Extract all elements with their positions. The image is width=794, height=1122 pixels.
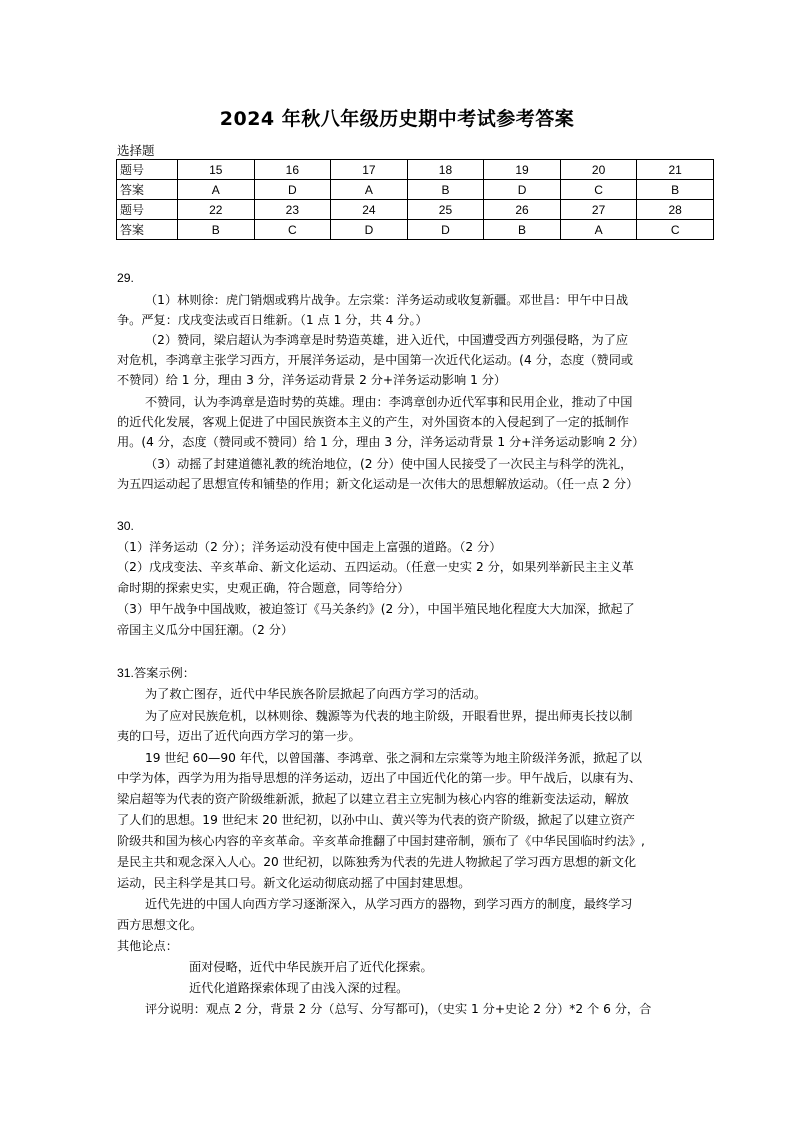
table-cell: D	[407, 220, 484, 240]
q29-line: （1）林则徐：虎门销烟或鸦片战争。左宗棠：洋务运动或收复新疆。邓世昌：甲午中日战	[145, 293, 629, 307]
table-cell: 22	[178, 200, 255, 220]
table-row	[117, 160, 714, 180]
q30-line: 帝国主义瓜分中国狂潮。（2 分）	[117, 623, 294, 637]
q31-line: 近代先进的中国人向西方学习逐渐深入，从学习西方的器物，到学习西方的制度，最终学习	[145, 897, 633, 911]
table-row	[117, 180, 714, 200]
q29-line: 的近代化发展，客观上促进了中国民族资本主义的产生，对外国资本的入侵起到了一定的抵制作	[117, 415, 629, 429]
table-cell: 26	[484, 200, 561, 220]
q29-line: 用。(4 分，态度（赞同或不赞同）给 1 分，理由 3 分，洋务运动背景 1 分+洋务运动影响 2 分）	[117, 435, 645, 449]
q31-line: 近代化道路探索体现了由浅入深的过程。	[189, 981, 409, 995]
table-cell: 25	[407, 200, 484, 220]
table-cell: 题号	[117, 200, 178, 220]
table-cell: 18	[407, 160, 484, 180]
table-cell: 17	[331, 160, 408, 180]
table-cell: C	[254, 220, 331, 240]
q31-line: 夷的口号，迈出了近代向西方学习的第一步。	[117, 729, 361, 743]
q31-number: 31.答案示例：	[117, 666, 195, 680]
table-cell: 21	[637, 160, 714, 180]
table-row	[117, 220, 714, 240]
q31-line: 为了救亡图存，近代中华民族各阶层掀起了向西方学习的活动。	[145, 687, 487, 701]
q31-line: 梁启超等为代表的资产阶级维新派，掀起了以建立君主立宪制为核心内容的维新变法运动，解放	[117, 792, 629, 806]
table-cell: B	[178, 220, 255, 240]
q31-line: 19 世纪 60—90 年代，以曾国藩、李鸿章、张之洞和左宗棠等为地主阶级洋务派，掀起了以	[145, 751, 642, 765]
table-cell: 答案	[117, 180, 178, 200]
table-cell: A	[560, 220, 637, 240]
q30-line: （2）戊戌变法、辛亥革命、新文化运动、五四运动。（任意一史实 2 分，如果列举新民主主义革	[117, 560, 634, 574]
q31-subheading: 其他论点：	[117, 939, 178, 953]
q29-line: 为五四运动起了思想宣传和铺垫的作用；新文化运动是一次伟大的思想解放运动。（任一点 2 分）	[117, 477, 639, 491]
table-cell: 27	[560, 200, 637, 220]
q29-line: 不赞同，认为李鸿章是造时势的英雄。理由：李鸿章创办近代军事和民用企业，推动了中国	[145, 395, 633, 409]
table-cell: 15	[178, 160, 255, 180]
table-cell: 答案	[117, 220, 178, 240]
q31-scoring-note: 评分说明：观点 2 分，背景 2 分（总写、分写都可)，（史实 1 分+史论 2 分）*2 个 6 分，合	[145, 1002, 652, 1016]
table-cell: B	[637, 180, 714, 200]
table-cell: 20	[560, 160, 637, 180]
table-cell: A	[331, 180, 408, 200]
table-cell: 16	[254, 160, 331, 180]
q31-line: 运动，民主科学是其口号。新文化运动彻底动摇了中国封建思想。	[117, 876, 471, 890]
q30-line: 命时期的探索史实，史观正确，符合题意，同等给分）	[117, 581, 410, 595]
q31-line: 为了应对民族危机，以林则徐、魏源等为代表的地主阶级，开眼看世界，提出师夷长技以制	[145, 709, 633, 723]
q29-line: 不赞同）给 1 分，理由 3 分，洋务运动背景 2 分+洋务运动影响 1 分）	[117, 373, 507, 387]
table-cell: A	[178, 180, 255, 200]
table-cell: 19	[484, 160, 561, 180]
q30-line: （3）甲午战争中国战败，被迫签订《马关条约》(2 分），中国半殖民地化程度大大加深，掀起了	[117, 602, 635, 616]
answer-table	[116, 159, 714, 240]
answer-table-body	[117, 160, 714, 240]
table-cell: C	[637, 220, 714, 240]
q29-line: 对危机，李鸿章主张学习西方，开展洋务运动，是中国第一次近代化运动。(4 分，态度（赞同或	[117, 353, 634, 367]
table-cell: 28	[637, 200, 714, 220]
q29-line: （2）赞同，梁启超认为李鸿章是时势造英雄，进入近代，中国遭受西方列强侵略，为了应	[145, 333, 629, 347]
q31-line: 阶级共和国为核心内容的辛亥革命。辛亥革命推翻了中国封建帝制，颁布了《中华民国临时约法》,	[117, 834, 645, 848]
q29-number: 29.	[117, 271, 134, 285]
q31-line: 是民主共和观念深入人心。20 世纪初，以陈独秀为代表的先进人物掀起了学习西方思想的新文化	[117, 855, 637, 869]
table-cell: 24	[331, 200, 408, 220]
q31-line: 面对侵略，近代中华民族开启了近代化探索。	[189, 960, 433, 974]
page-title: 2024 年秋八年级历史期中考试参考答案	[219, 108, 575, 130]
q29-line: （3）动摇了封建道德礼教的统治地位，(2 分）使中国人民接受了一次民主与科学的洗礼，	[145, 457, 633, 471]
q29-line: 争。严复：戊戌变法或百日维新。（1 点 1 分，共 4 分。）	[117, 313, 428, 327]
q31-line: 了人们的思想。19 世纪末 20 世纪初，以孙中山、黄兴等为代表的资产阶级，掀起了以建立资产	[117, 813, 635, 827]
q31-line: 中学为体，西学为用为指导思想的洋务运动，迈出了中国近代化的第一步。甲午战后，以康有为、	[117, 771, 642, 785]
q31-line: 西方思想文化。	[117, 918, 203, 932]
table-cell: D	[331, 220, 408, 240]
table-cell: D	[254, 180, 331, 200]
table-cell: 题号	[117, 160, 178, 180]
q30-number: 30.	[117, 519, 134, 533]
table-cell: C	[560, 180, 637, 200]
q30-line: （1）洋务运动（2 分）；洋务运动没有使中国走上富强的道路。（2 分）	[117, 540, 502, 554]
table-cell: B	[407, 180, 484, 200]
choice-caption: 选择题	[117, 143, 155, 158]
table-cell: D	[484, 180, 561, 200]
table-cell: 23	[254, 200, 331, 220]
table-cell: B	[484, 220, 561, 240]
table-row	[117, 200, 714, 220]
